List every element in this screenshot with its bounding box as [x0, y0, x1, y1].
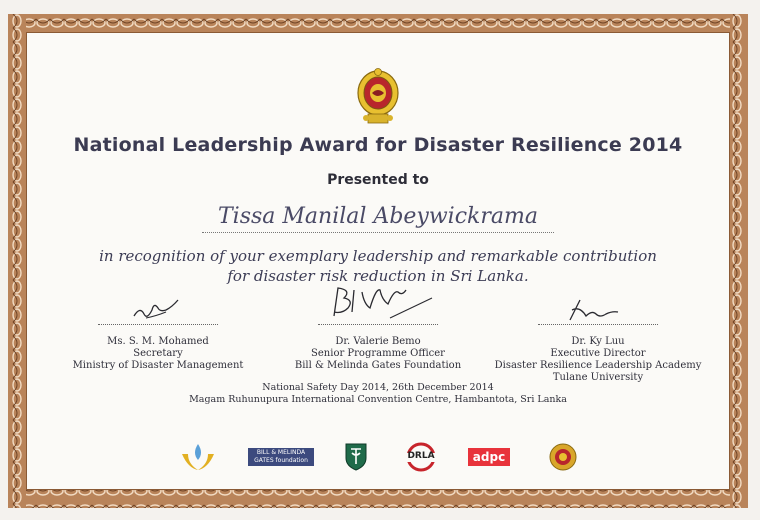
signatory-1-name: Ms. S. M. Mohamed [107, 336, 209, 347]
citation-line-2: for disaster risk reduction in Sri Lanka. [227, 267, 529, 285]
sponsor-logos [26, 442, 730, 476]
signature-line-3 [538, 324, 658, 325]
drla-logo-text: DRLA [407, 451, 435, 461]
tulane-shield-icon [344, 442, 368, 472]
signatory-2-org: Bill & Melinda Gates Foundation [294, 360, 462, 371]
signatory-1-title: Secretary [133, 348, 183, 359]
certificate-content [26, 32, 730, 490]
signature-1 [126, 294, 186, 324]
hands-drop-logo-icon [180, 442, 216, 472]
adpc-logo [468, 448, 510, 466]
signatory-3-name: Dr. Ky Luu [571, 336, 625, 347]
ministry-seal-icon [548, 442, 578, 472]
recipient-name: Tissa Manilal Abeywickrama [218, 204, 538, 229]
national-emblem-icon [356, 66, 400, 128]
event-date-line: National Safety Day 2014, 26th December 2014 [262, 382, 494, 393]
gates-foundation-logo [248, 448, 314, 466]
signatory-3-org-2: Tulane University [552, 372, 644, 383]
presented-to-label: Presented to [327, 172, 429, 188]
award-title: National Leadership Award for Disaster Resilience 2014 [73, 134, 683, 156]
signatory-3-title: Executive Director [550, 348, 646, 359]
adpc-logo-text: adpc [472, 450, 506, 464]
signatory-3-org: Disaster Resilience Leadership Academy [494, 360, 702, 371]
signatory-1-org: Ministry of Disaster Management [72, 360, 244, 371]
event-venue-line: Magam Ruhunupura International Convention Centre, Hambantota, Sri Lanka [189, 394, 567, 405]
signature-3 [554, 294, 634, 324]
signatory-2-title: Senior Programme Officer [311, 348, 445, 359]
gates-foundation-logo-text: BILL & MELINDA GATES foundation [254, 449, 308, 464]
signature-2 [320, 282, 438, 324]
signature-line-2 [318, 324, 438, 325]
recipient-underline [202, 232, 554, 233]
event-details [26, 382, 730, 406]
signatory-2-name: Dr. Valerie Bemo [335, 336, 421, 347]
signature-line-1 [98, 324, 218, 325]
citation [26, 246, 730, 286]
citation-line-1: in recognition of your exemplary leadership and remarkable contribution [99, 247, 657, 265]
